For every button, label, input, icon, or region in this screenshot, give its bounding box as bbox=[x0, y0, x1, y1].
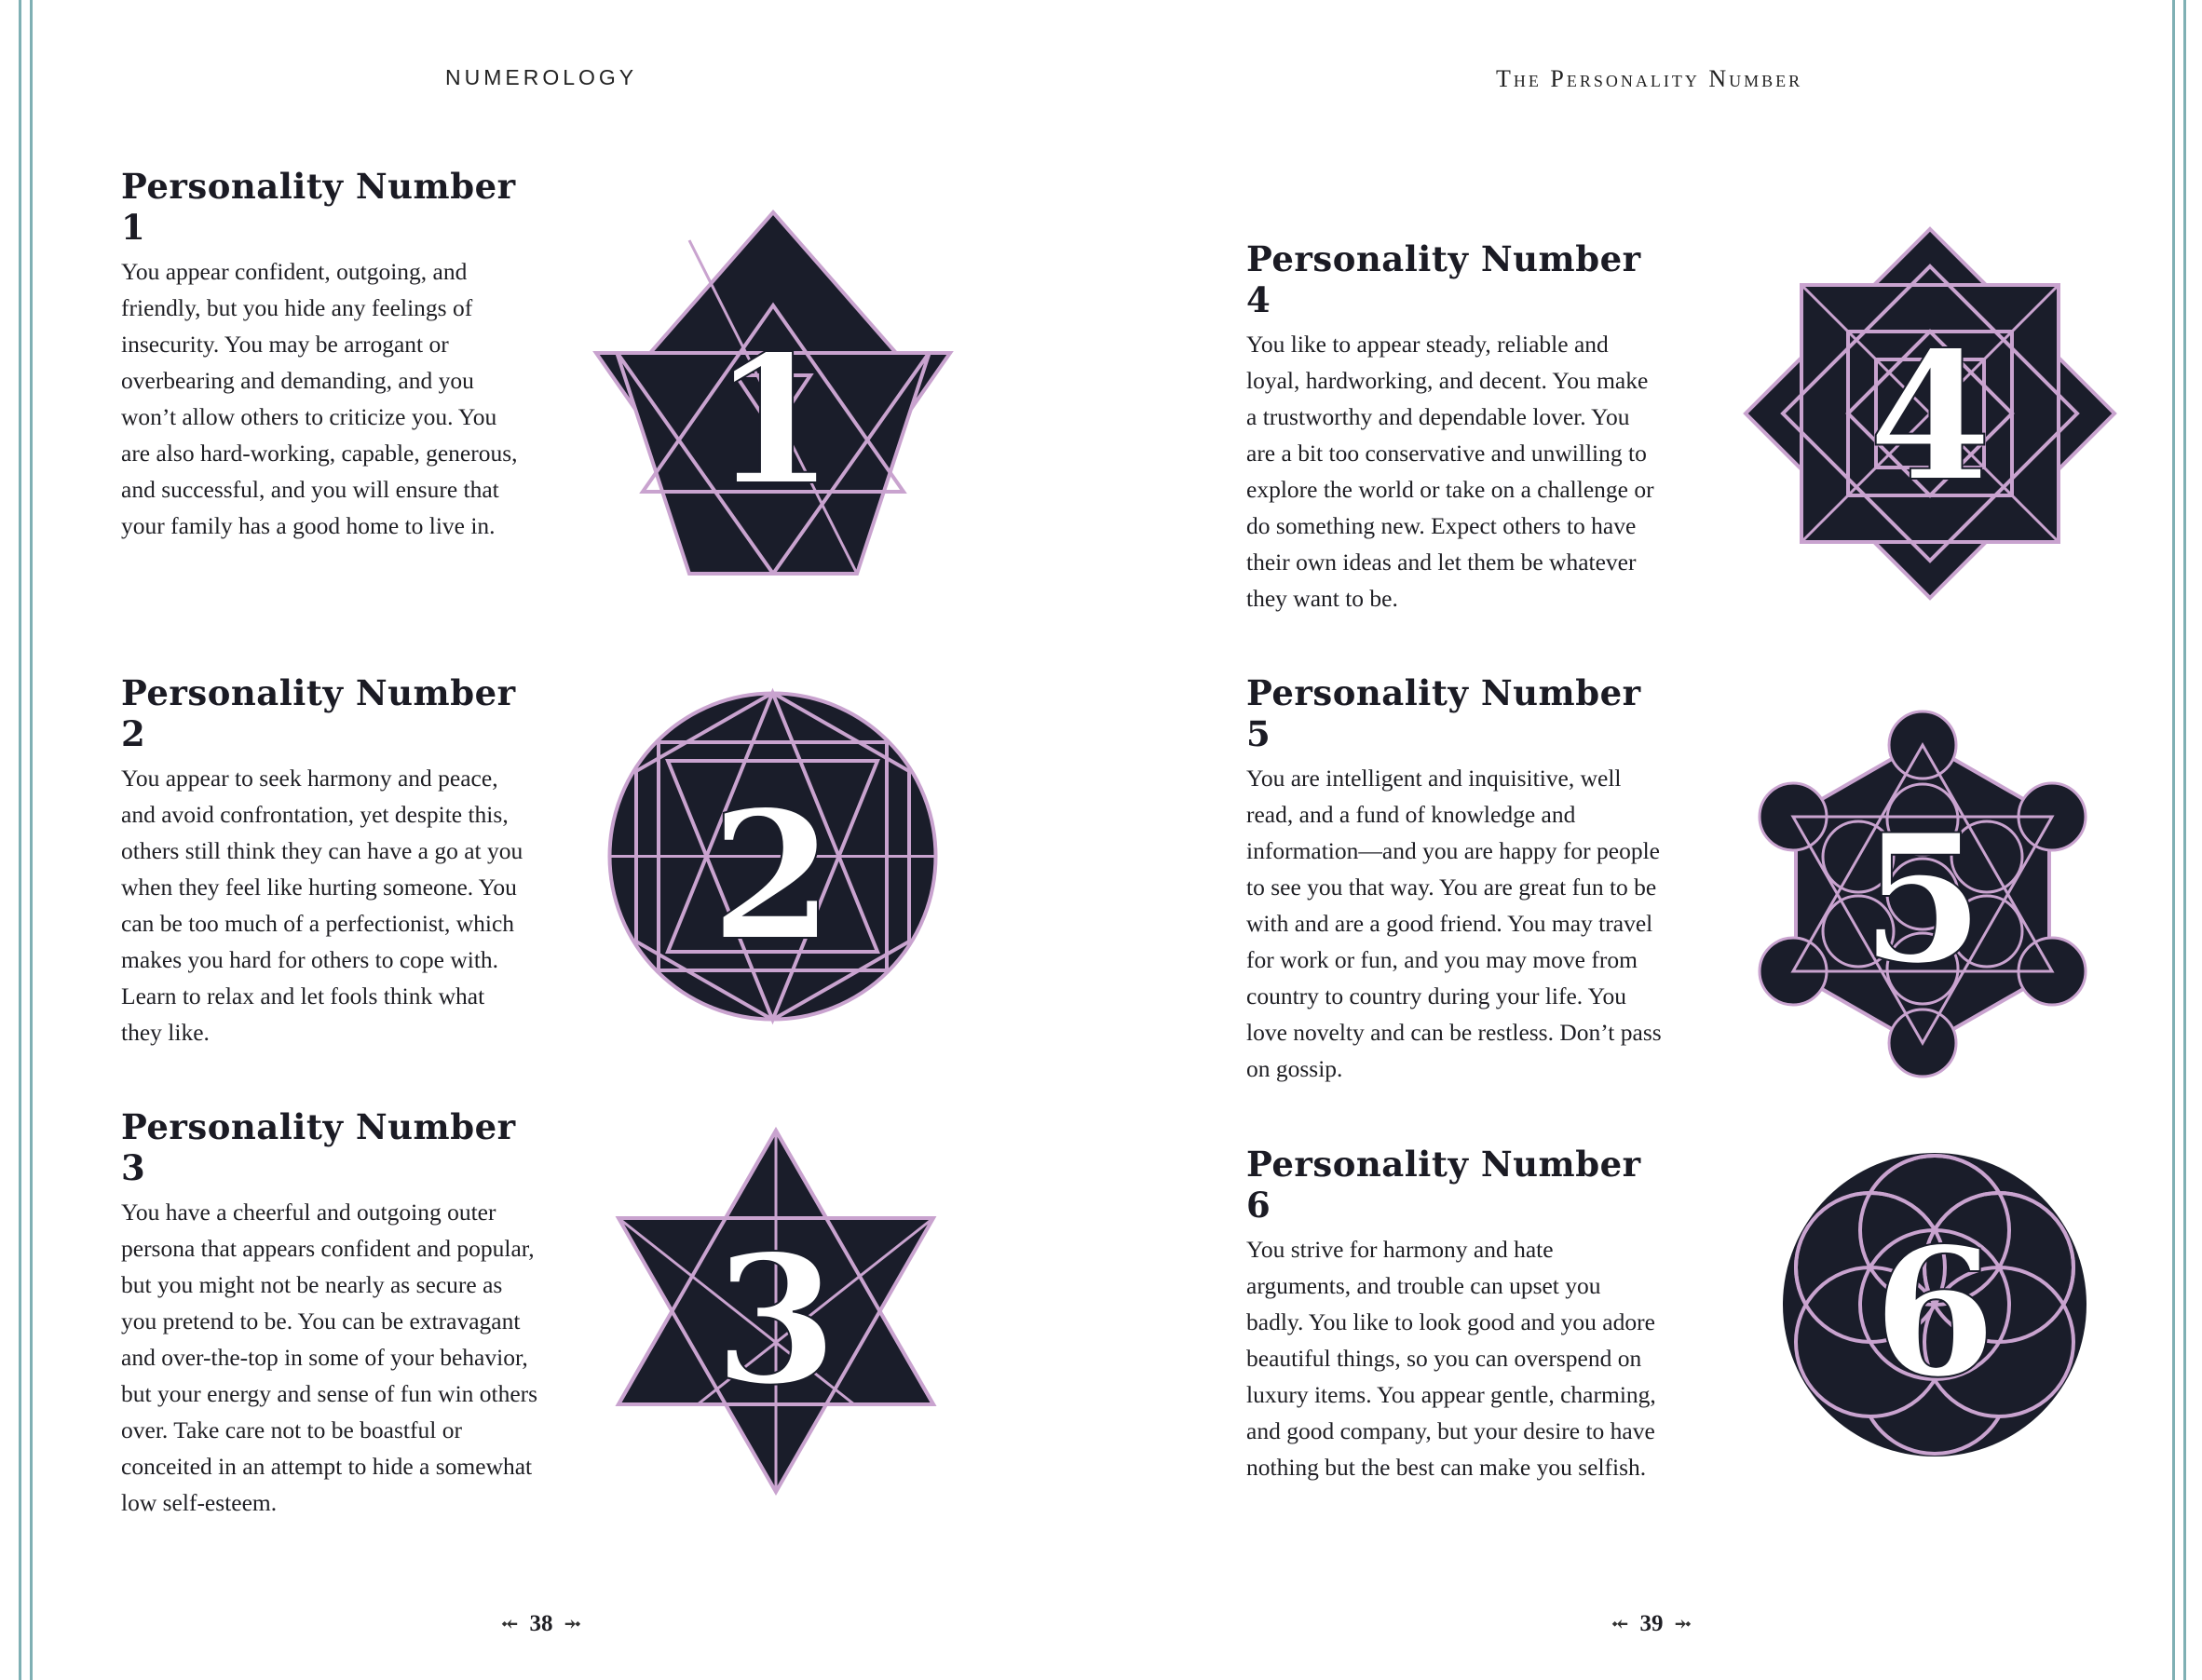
folio-ornament-right: ⤞ bbox=[564, 1612, 581, 1635]
section-title: Personality Number 6 bbox=[1246, 1144, 1641, 1226]
section-title: Personality Number 3 bbox=[121, 1106, 516, 1188]
page-number-right: 39 bbox=[1639, 1611, 1664, 1636]
right-edge-rule bbox=[2183, 0, 2186, 1680]
emblem-numeral: 6 bbox=[1872, 1209, 1997, 1416]
right-edge-rule-inner bbox=[2172, 0, 2175, 1680]
left-edge-rule bbox=[19, 0, 21, 1680]
emblem-numeral: 3 bbox=[714, 1216, 838, 1424]
emblem-numeral: 5 bbox=[1860, 795, 1985, 1003]
emblem-number-5 bbox=[1759, 710, 2086, 1078]
section-body: You appear confident, outgoing, and friendly, but you hide any feelings of insecurity. You may be arrogant or overbearing and demanding, and you won’t allow others to criticize you. You are also hard-working, capable, generous, and successful, and you will ensure that your family has a good home to live in. bbox=[121, 258, 518, 539]
page-number-left: 38 bbox=[529, 1611, 553, 1636]
emblem-number-2 bbox=[607, 691, 938, 1022]
running-head-left: NUMEROLOGY bbox=[445, 65, 638, 89]
emblem-number-6 bbox=[1781, 1151, 2088, 1458]
emblem-number-1 bbox=[596, 212, 950, 576]
section-body: You have a cheerful and outgoing outer persona that appears confident and popular, but you might not be nearly as secure as you pretend to be. You can be extravagant and over-the-top in some of your behavior, but your energy and sense of fun win others over. Take care not to be boastful or conceited in an attempt to hide a somewhat low self-esteem. bbox=[121, 1199, 538, 1516]
folio-right bbox=[1611, 1611, 1692, 1637]
left-edge-rule-inner bbox=[30, 0, 33, 1680]
section-personality-1 bbox=[121, 166, 540, 544]
section-title: Personality Number 4 bbox=[1246, 238, 1641, 320]
section-title: Personality Number 1 bbox=[121, 166, 516, 248]
folio-ornament-right: ⤞ bbox=[1674, 1612, 1692, 1635]
emblem-numeral: 1 bbox=[711, 317, 836, 524]
section-personality-3 bbox=[121, 1106, 540, 1521]
section-personality-6 bbox=[1246, 1144, 1665, 1485]
section-body: You appear to seek harmony and peace, and avoid confrontation, yet despite this, others still think they can have a go at you when they feel like hurting someone. You can be too much of a perfectionist, which makes you hard for others to cope with. Learn to relax and let fools think what they like. bbox=[121, 765, 523, 1046]
folio-ornament-left: ⤝ bbox=[1611, 1612, 1629, 1635]
section-personality-2 bbox=[121, 672, 540, 1050]
section-title: Personality Number 5 bbox=[1246, 672, 1641, 754]
section-personality-5 bbox=[1246, 672, 1665, 1087]
emblem-numeral: 4 bbox=[1868, 313, 1992, 521]
emblem-number-3 bbox=[617, 1129, 935, 1494]
running-head-right: The Personality Number bbox=[1496, 65, 1803, 92]
section-body: You like to appear steady, reliable and loyal, hardworking, and decent. You make a trustworthy and dependable lover. You are a bit too conservative and unwilling to explore the world or take on a challenge or do something new. Expect others to have their own ideas and let them be whatever they want to be. bbox=[1246, 331, 1654, 612]
folio-left bbox=[501, 1611, 581, 1637]
section-personality-4 bbox=[1246, 238, 1665, 616]
section-body: You are intelligent and inquisitive, well read, and a fund of knowledge and information—and you are happy for people to see you that way. You are great fun to be with and are a good friend. You may travel for work or fun, and you may move from country to country during your life. You love novelty and can be restless. Don’t pass on gossip. bbox=[1246, 765, 1662, 1082]
emblem-numeral: 2 bbox=[710, 772, 835, 980]
section-body: You strive for harmony and hate arguments, and trouble can upset you badly. You like to look good and you adore beautiful things, so you can overspend on luxury items. You appear gentle, charming, and good company, but your desire to have nothing but the best can make you selfish. bbox=[1246, 1236, 1656, 1481]
folio-ornament-left: ⤝ bbox=[501, 1612, 519, 1635]
section-title: Personality Number 2 bbox=[121, 672, 516, 754]
emblem-number-4 bbox=[1746, 229, 2114, 598]
